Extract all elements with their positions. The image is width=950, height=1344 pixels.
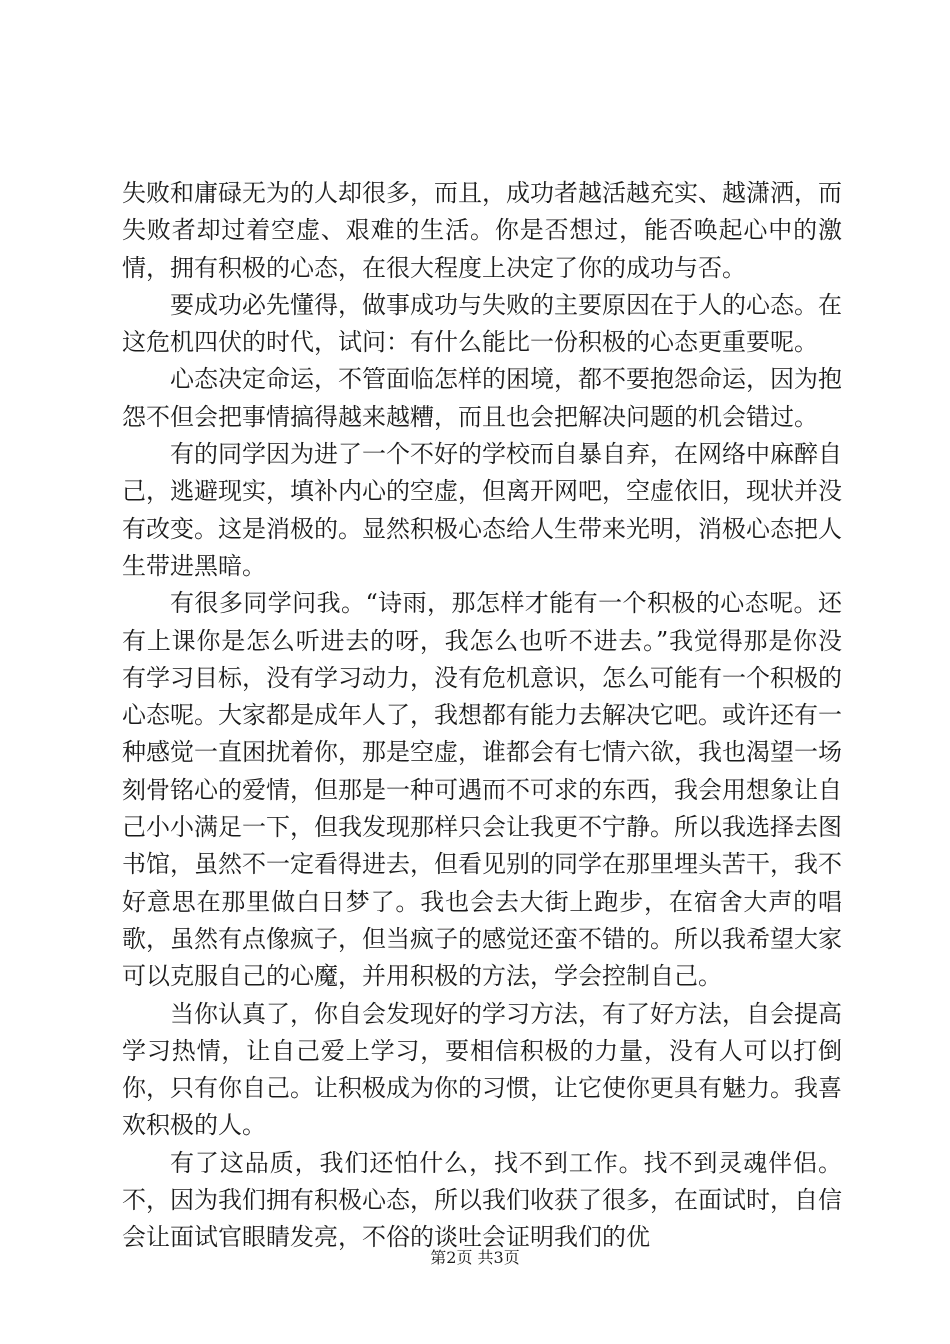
body-text — [122, 175, 842, 1257]
paragraph-3: 心态决定命运，不管面临怎样的困境，都不要抱怨命运，因为抱怨不但会把事情搞得越来越糟，而且也会把解决问题的机会错过。 — [122, 365, 842, 431]
paragraph-1: 失败和庸碌无为的人却很多，而且，成功者越活越充实、越潇洒，而失败者却过着空虚、艰难的生活。你是否想过，能否唤起心中的激情，拥有积极的心态，在很大程度上决定了你的成功与否。 — [122, 179, 842, 282]
paragraph-7: 有了这品质，我们还怕什么，找不到工作。找不到灵魂伴侣。不，因为我们拥有积极心态，所以我们收获了很多，在面试时，自信会让面试官眼睛发亮，不俗的谈吐会证明我们的优 — [122, 1148, 842, 1252]
page-number-footer: 第2页 共3页 — [430, 1248, 520, 1267]
paragraph-5: 有很多同学问我。“诗雨，那怎样才能有一个积极的心态呢。还有上课你是怎么听进去的呀，我怎么也听不进去。”我觉得那是你没有学习目标，没有学习动力，没有危机意识，怎么可能有一个积极的心态呢。大家都是成年人了，我想都有能力去解决它吧。或许还有一种感觉一直困扰着你，那是空虚，谁都会有七情六欲，我也渴望一场刻骨铭心的爱情，但那是一种可遇而不可求的东西，我会用想象让自己小小满足一下，但我发现那样只会让我更不宁静。所以我选择去图书馆，虽然不一定看得进去，但看见别的同学在那里埋头苦干，我不好意思在那里做白日梦了。我也会去大街上跑步，在宿舍大声的唱歌，虽然有点像疯子，但当疯子的感觉还蛮不错的。所以我希望大家可以克服自己的心魔，并用积极的方法，学会控制自己。 — [122, 589, 842, 991]
paragraph-2: 要成功必先懂得，做事成功与失败的主要原因在于人的心态。在这危机四伏的时代，试问：有什么能比一份积极的心态更重要呢。 — [122, 290, 842, 357]
paragraph-4: 有的同学因为进了一个不好的学校而自暴自弃，在网络中麻醉自己，逃避现实，填补内心的空虚，但离开网吧，空虚依旧，现状并没有改变。这是消极的。显然积极心态给人生带来光明，消极心态把人生带进黑暗。 — [122, 440, 842, 580]
paragraph-6: 当你认真了，你自会发现好的学习方法，有了好方法，自会提高学习热情，让自己爱上学习，要相信积极的力量，没有人可以打倒你，只有你自己。让积极成为你的习惯，让它使你更具有魅力。我喜欢积极的人。 — [122, 999, 842, 1140]
